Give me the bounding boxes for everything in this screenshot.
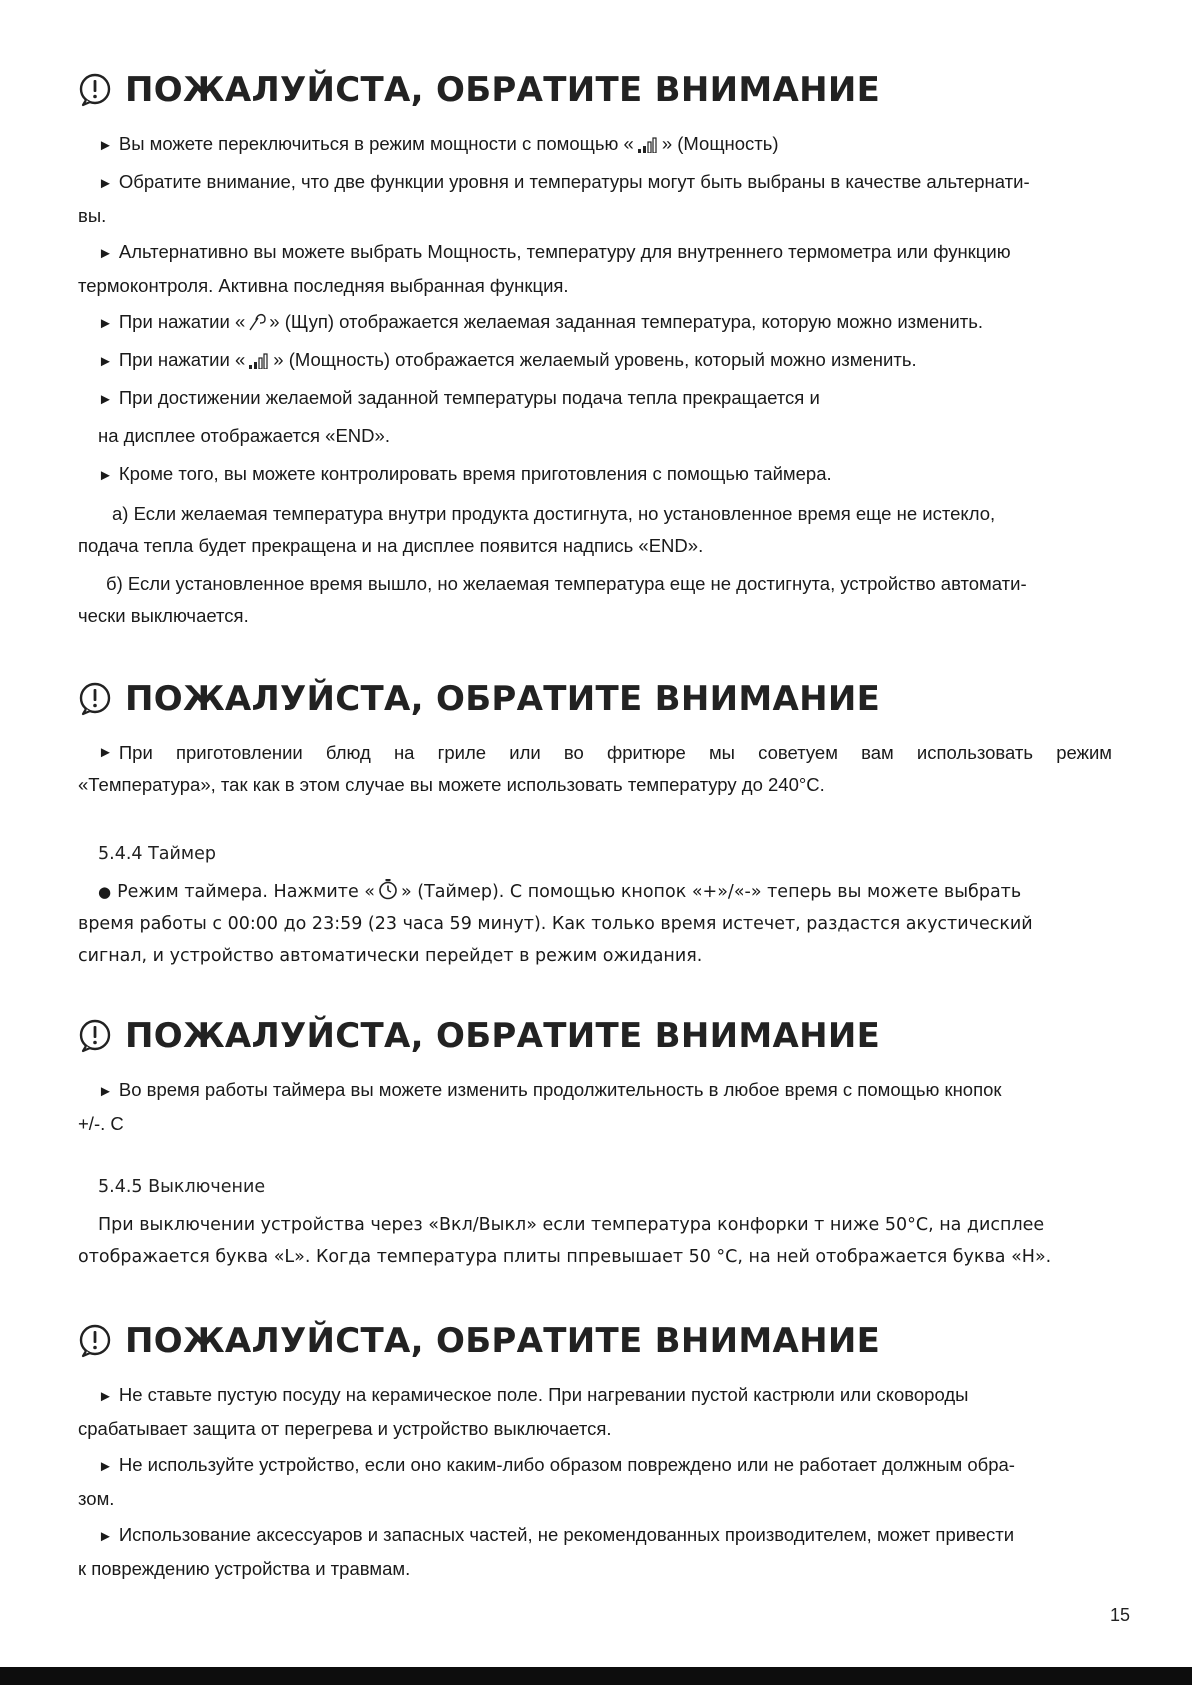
signal-bars-icon [636, 137, 660, 153]
footer-bar [0, 1667, 1192, 1685]
attention-heading-1 [78, 68, 880, 112]
stopwatch-icon [377, 878, 399, 900]
signal-bars-icon [247, 353, 271, 369]
bullet-alternative-functions: ► Обратите внимание, что две функции уровня и температуры могут быть выбраны в качестве альтернати- вы. [78, 171, 1030, 226]
note-b: б) Если установленное время вышло, но желаемая температура еще не достигнута, устройство автомати- чески выключается. [78, 573, 1027, 626]
shutdown-subheading: 5.4.5 Выключение [98, 1177, 266, 1197]
attention-heading-2 [78, 677, 880, 721]
bullet-timer-control: ► Кроме того, вы можете контролировать время приготовления с помощью таймера. [98, 463, 832, 484]
bullet-damaged-device: ► Не используйте устройство, если оно каким-либо образом повреждено или не работает должным обра- зом. [78, 1454, 1015, 1509]
exclamation-circle-icon [78, 73, 112, 107]
heading-text: ПОЖАЛУЙСТА, ОБРАТИТЕ ВНИМАНИЕ [125, 679, 881, 719]
exclamation-circle-icon [78, 1019, 112, 1053]
probe-icon [247, 311, 267, 331]
bullet-power-press: ► При нажатии « » (Мощность) отображается желаемый уровень, который можно изменить. [98, 349, 917, 370]
bullet-grill-tip: ► При приготовлении блюд на гриле или во фритюре мы советуем вам использовать режим «Температура», так как в этом случае вы можете использовать температуру до 240°С. [78, 742, 1112, 795]
page-number: 15 [1109, 1605, 1130, 1625]
exclamation-circle-icon [78, 1324, 112, 1358]
heading-text: ПОЖАЛУЙСТА, ОБРАТИТЕ ВНИМАНИЕ [125, 1016, 881, 1056]
attention-heading-3 [78, 1014, 880, 1058]
bullet-select-power-temperature: ► Альтернативно вы можете выбрать Мощность, температуру для внутреннего термометра или функцию термоконтроля. Активна последняя выбранная функция. [78, 241, 1011, 296]
exclamation-circle-icon [78, 682, 112, 716]
note-a: а) Если желаемая температура внутри продукта достигнута, но установленное время еще не истекло, подача тепла будет прекращена и на дисплее появится надпись «END». [78, 503, 996, 556]
shutdown-paragraph: При выключении устройства через «Вкл/Выкл» если температура конфорки т ниже 50°С, на дисплее отображается буква «L». Когда температура плиты ппревышает 50 °С, на ней отображается буква «H». [78, 1215, 1052, 1267]
timer-subheading: 5.4.4 Таймер [98, 844, 216, 864]
dot-marker: ● [98, 883, 112, 901]
bullet-power-mode: ► Вы можете переключиться в режим мощности с помощью « » (Мощность) [98, 133, 779, 154]
bullet-timer-duration: ► Во время работы таймера вы можете изменить продолжительность в любое время с помощью кнопок +/-. С [78, 1079, 1002, 1134]
heading-text: ПОЖАЛУЙСТА, ОБРАТИТЕ ВНИМАНИЕ [125, 1321, 881, 1361]
timer-paragraph: ● Режим таймера. Нажмите « » (Таймер). С помощью кнопок «+»/«-» теперь вы можете выбрать время работы с 00:00 до 23:59 (23 часа 59 минут). Как только время истечет, раздастся акустический сигнал, и устройство автоматически перейдет в режим ожидания. [78, 876, 1112, 972]
attention-heading-4 [78, 1319, 880, 1363]
bullet-temperature-reached: ► При достижении желаемой заданной температуры подача тепла прекращается и [98, 387, 820, 408]
display-end-text: на дисплее отображается «END». [98, 425, 390, 446]
heading-text: ПОЖАЛУЙСТА, ОБРАТИТЕ ВНИМАНИЕ [125, 70, 881, 110]
bullet-empty-cookware: ► Не ставьте пустую посуду на керамическое поле. При нагревании пустой кастрюли или сковороды срабатывает защита от перегрева и устройство выключается. [78, 1384, 969, 1439]
bullet-probe-press: ► При нажатии « » (Щуп) отображается желаемая заданная температура, которую можно изменить. [98, 311, 983, 332]
bullet-accessories: ► Использование аксессуаров и запасных частей, не рекомендованных производителем, может привести к повреждению устройства и травмам. [78, 1524, 1015, 1579]
bullet-marker: ► [98, 137, 113, 154]
